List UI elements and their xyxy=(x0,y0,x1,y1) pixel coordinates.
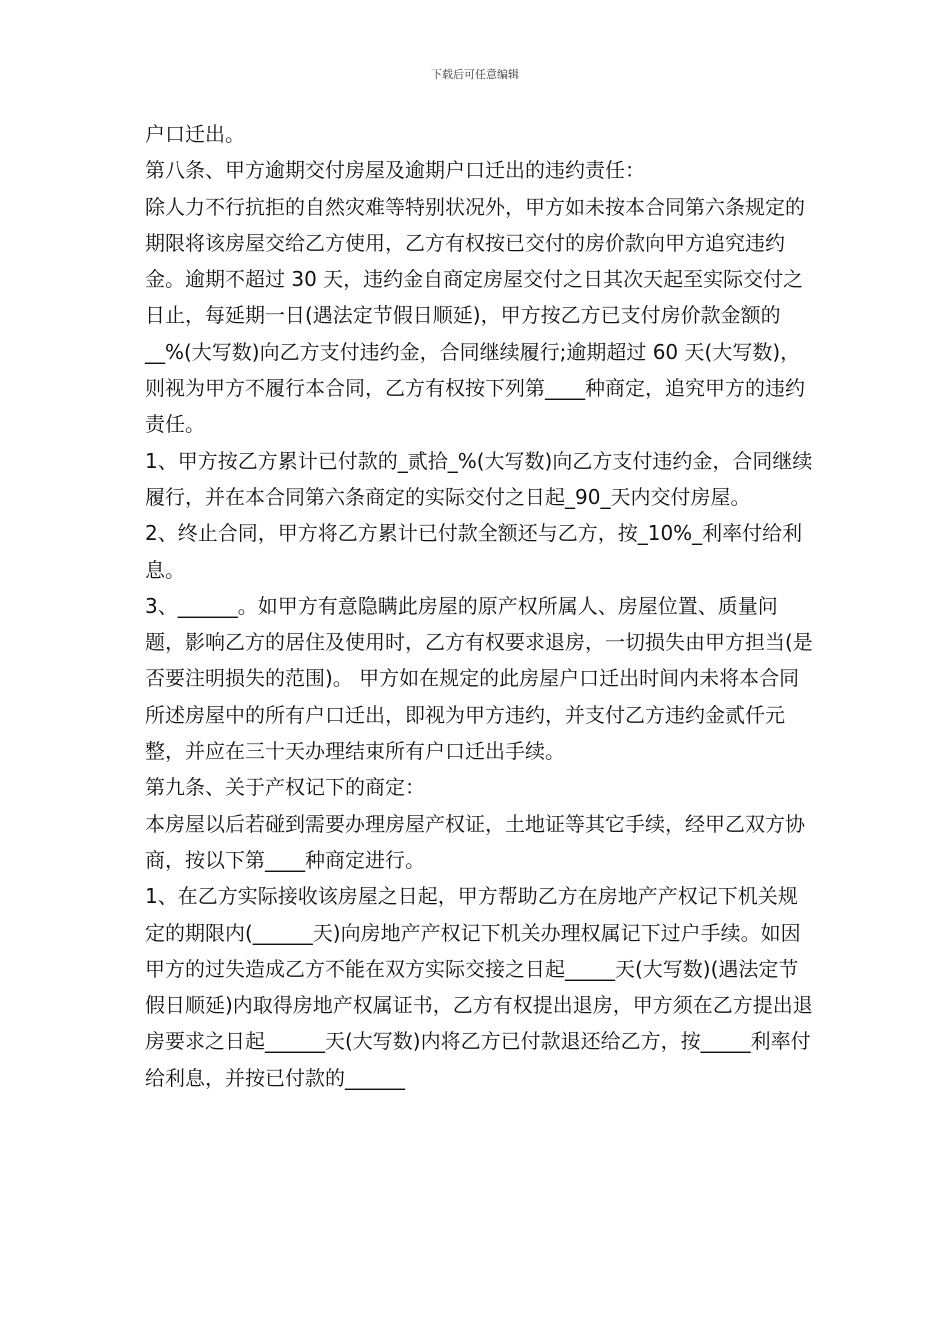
article-9-body: 本房屋以后若碰到需要办理房屋产权证，土地证等其它手续，经甲乙双方协商，按以下第____种商定进行。 xyxy=(145,811,805,872)
page-header: 下载后可任意编辑 xyxy=(431,68,519,81)
document-body xyxy=(145,116,815,1096)
article-8-item-3: 3、______。如甲方有意隐瞒此房屋的原产权所属人、房屋位置、质量问题，影响乙方的居住及使用时，乙方有权要求退房，一切损失由甲方担当(是否要注明损失的范围)。 甲方如在规定的此房屋户口迁出时间内未将本合同所述房屋中的所有户口迁出，即视为甲方违约，并支付乙方违约金贰仟元整，并应在三十天办理结束所有户口迁出手续。 xyxy=(145,593,813,764)
article-8-body: 除人力不行抗拒的自然灾难等特别状况外，甲方如未按本合同第六条规定的期限将该房屋交给乙方使用，乙方有权按已交付的房价款向甲方追究违约金。逾期不超过 30 天，违约金自商定房屋交付之日其次天起至实际交付之日止，每延期一日(遇法定节假日顺延)，甲方按乙方已支付房价款金额的__%(大写数)向乙方支付违约金，合同继续履行;逾期超过 60 天(大写数)，则视为甲方不履行本合同，乙方有权按下列第____种商定，追究甲方的违约责任。 xyxy=(145,194,805,437)
article-9-heading: 第九条、关于产权记下的商定： xyxy=(145,775,425,800)
article-8-item-1: 1、甲方按乙方累计已付款的_贰拾_%(大写数)向乙方支付违约金，合同继续履行，并在本合同第六条商定的实际交付之日起_90_天内交付房屋。 xyxy=(145,448,813,509)
article-8-item-2: 2、终止合同，甲方将乙方累计已付款全额还与乙方，按_10%_利率付给利息。 xyxy=(145,521,803,582)
article-9-item-1: 1、在乙方实际接收该房屋之日起，甲方帮助乙方在房地产产权记下机关规定的期限内(______天)向房地产产权记下机关办理权属记下过户手续。如因甲方的过失造成乙方不能在双方实际交接之日起_____天(大写数)(遇法定节假日顺延)内取得房地产权属证书，乙方有权提出退房，甲方须在乙方提出退房要求之日起______天(大写数)内将乙方已付款退还给乙方，按_____利率付给利息，并按已付款的______ xyxy=(145,884,813,1090)
article-8-heading: 第八条、甲方逾期交付房屋及逾期户口迁出的违约责任： xyxy=(145,158,645,183)
paragraph-household-out: 户口迁出。 xyxy=(145,122,245,146)
